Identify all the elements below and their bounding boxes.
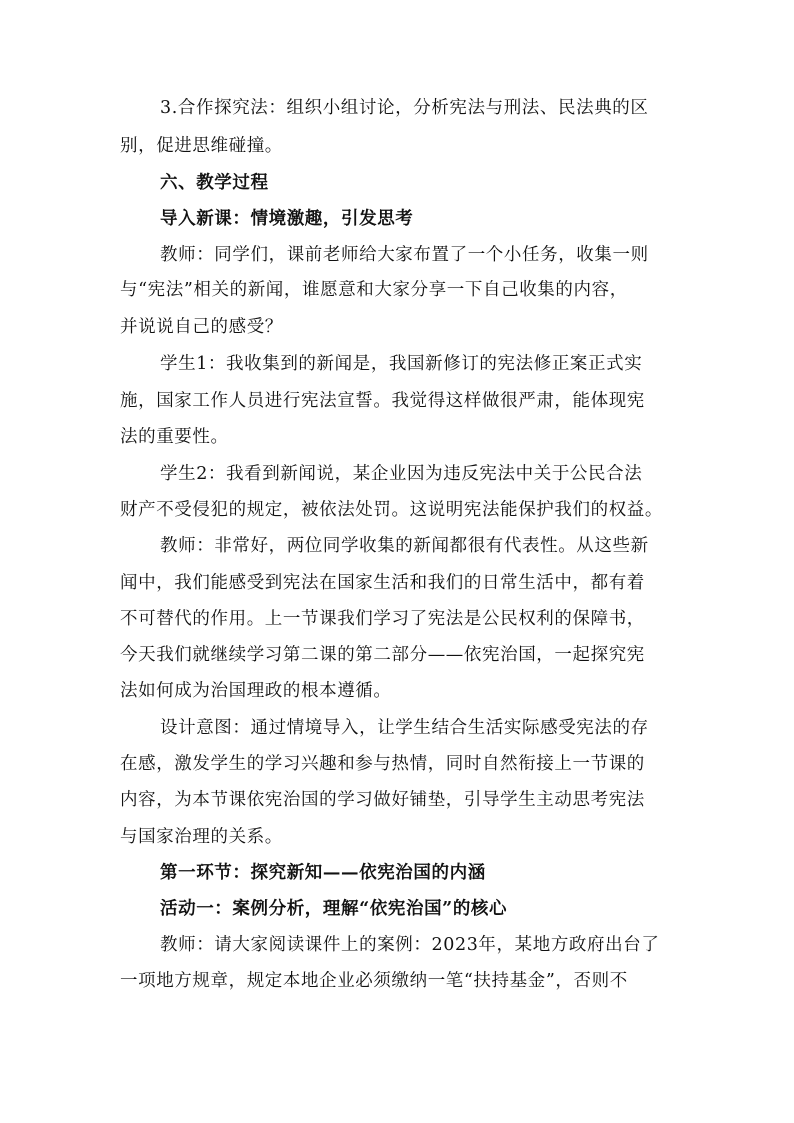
paragraph-line: 教师：同学们，课前老师给大家布置了一个小任务，收集一则 [160, 245, 649, 265]
paragraph-line: 在感，激发学生的学习兴趣和参与热情，同时自然衔接上一节课的 [120, 754, 645, 774]
paragraph-line: 并说说自己的感受？ [120, 317, 283, 337]
subsection-heading: 导入新课：情境激趣，引发思考 [160, 209, 414, 229]
paragraph-line: 财产不受侵犯的规定，被依法处罚。这说明宪法能保护我们的权益。 [120, 500, 663, 520]
paragraph-line: 一项地方规章，规定本地企业必须缴纳一笔“扶持基金”，否则不 [120, 971, 628, 991]
paragraph-line: 法如何成为治国理政的根本遵循。 [120, 681, 392, 701]
paragraph-line: 不可替代的作用。上一节课我们学习了宪法是公民权利的保障书， [120, 609, 645, 629]
paragraph-line: 与国家治理的关系。 [120, 827, 283, 847]
paragraph-line: 教师：非常好，两位同学收集的新闻都很有代表性。从这些新 [160, 536, 649, 556]
paragraph-line: 内容，为本节课依宪治国的学习做好铺垫，引导学生主动思考宪法 [120, 790, 645, 810]
subsection-heading: 活动一：案例分析，理解“依宪治国”的核心 [160, 899, 508, 919]
paragraph-line: 教师：请大家阅读课件上的案例：2023年，某地方政府出台了 [160, 935, 660, 955]
paragraph-line: 别，促进思维碰撞。 [120, 136, 283, 156]
paragraph-line: 设计意图：通过情境导入，让学生结合生活实际感受宪法的存 [160, 718, 649, 738]
paragraph-line: 与“宪法”相关的新闻，谁愿意和大家分享一下自己收集的内容， [120, 280, 628, 300]
paragraph-line: 学生2：我看到新闻说，某企业因为违反宪法中关于公民合法 [160, 464, 643, 484]
paragraph-line: 法的重要性。 [120, 427, 229, 447]
paragraph-line: 学生1：我收集到的新闻是，我国新修订的宪法修正案正式实 [160, 354, 643, 374]
paragraph-line: 闻中，我们能感受到宪法在国家生活和我们的日常生活中，都有着 [120, 573, 645, 593]
section-heading: 六、教学过程 [160, 173, 269, 193]
paragraph-line: 施，国家工作人员进行宪法宣誓。我觉得这样做很严肃，能体现宪 [120, 391, 645, 411]
paragraph-line: 3.合作探究法：组织小组讨论，分析宪法与刑法、民法典的区 [160, 98, 649, 118]
paragraph-line: 今天我们就继续学习第二课的第二部分——依宪治国，一起探究宪 [120, 645, 645, 665]
subsection-heading: 第一环节：探究新知——依宪治国的内涵 [160, 863, 486, 883]
